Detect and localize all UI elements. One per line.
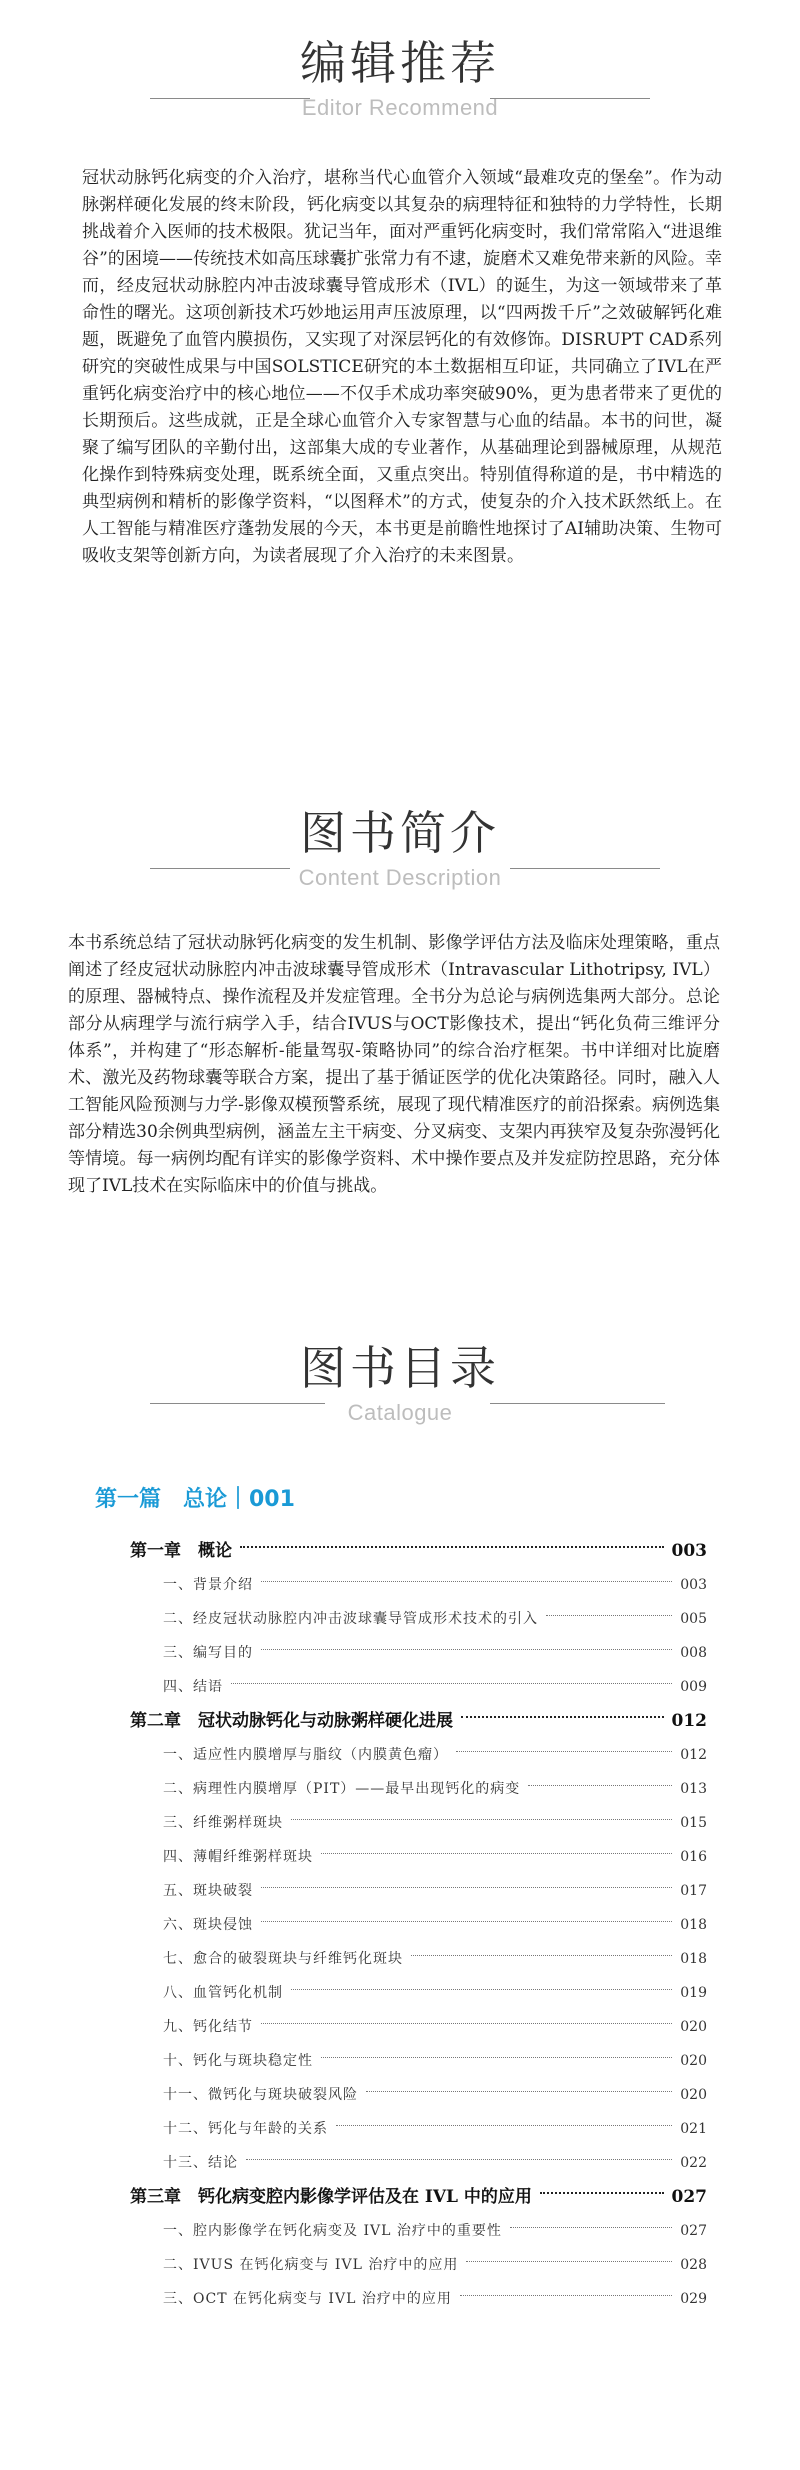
toc-leader-dots (231, 1683, 672, 1684)
toc-entry-title: 十、钙化与斑块稳定性 (163, 2053, 313, 2069)
toc-entry-title: 四、薄帽纤维粥样斑块 (163, 1849, 313, 1865)
toc-section-row[interactable] (95, 1772, 707, 1806)
toc-section-row[interactable] (95, 2112, 707, 2146)
toc-entry-title: 十三、结论 (163, 2155, 238, 2171)
table-of-contents (95, 1480, 707, 2316)
toc-section-row[interactable] (95, 1976, 707, 2010)
content-description-header (0, 805, 800, 895)
toc-chapter-row[interactable] (95, 1534, 707, 1568)
toc-entry-title: 六、斑块侵蚀 (163, 1917, 253, 1933)
toc-entry-title: 第三章 钙化病变腔内影像学评估及在 IVL 中的应用 (130, 2187, 532, 2207)
toc-entry-title: 二、IVUS 在钙化病变与 IVL 治疗中的应用 (163, 2257, 459, 2273)
toc-entry-title: 三、OCT 在钙化病变与 IVL 治疗中的应用 (163, 2291, 452, 2307)
editor-recommend-paragraph: 冠状动脉钙化病变的介入治疗，堪称当代心血管介入领域“最难攻克的堡垒”。作为动脉粥样硬化发展的终末阶段，钙化病变以其复杂的病理特征和独特的力学特性，长期挑战着介入医师的技术极限。犹记当年，面对严重钙化病变时，我们常常陷入“进退维谷”的困境——传统技术如高压球囊扩张常力有不逮，旋磨术又难免带来新的风险。幸而，经皮冠状动脉腔内冲击波球囊导管成形术（IVL）的诞生，为这一领域带来了革命性的曙光。这项创新技术巧妙地运用声压波原理，以“四两拨千斤”之效破解钙化难题，既避免了血管内膜损伤，又实现了对深层钙化的有效修饰。DISRUPT CAD系列研究的突破性成果与中国SOLSTICE研究的本土数据相互印证，共同确立了IVL在严重钙化病变治疗中的核心地位——不仅手术成功率突破90%，更为患者带来了更优的长期预后。这些成就，正是全球心血管介入专家智慧与心血的结晶。本书的问世，凝聚了编写团队的辛勤付出，这部集大成的专业著作，从基础理论到器械原理，从规范化操作到特殊病变处理，既系统全面，又重点突出。特别值得称道的是，书中精选的典型病例和精析的影像学资料，“以图释术”的方式，使复杂的介入技术跃然纸上。在人工智能与精准医疗蓬勃发展的今天，本书更是前瞻性地探讨了AI辅助决策、生物可吸收支架等创新方向，为读者展现了介入治疗的未来图景。 (82, 168, 722, 566)
toc-entry-title: 第一章 概论 (130, 1541, 232, 1561)
toc-page-number: 009 (680, 1679, 707, 1695)
toc-entry-title: 五、斑块破裂 (163, 1883, 253, 1899)
toc-leader-dots (366, 2091, 672, 2092)
toc-rows (95, 1534, 707, 2316)
toc-part-title[interactable]: 第一篇 总论｜001 (95, 1487, 295, 1512)
toc-entry-title: 三、纤维粥样斑块 (163, 1815, 283, 1831)
toc-leader-dots (261, 1887, 672, 1888)
toc-section-row[interactable] (95, 2010, 707, 2044)
toc-section-row[interactable] (95, 1874, 707, 1908)
toc-page-number: 016 (680, 1849, 707, 1865)
catalogue-subtitle: Catalogue (347, 1400, 453, 1425)
toc-section-row[interactable] (95, 1908, 707, 1942)
toc-entry-title: 七、愈合的破裂斑块与纤维钙化斑块 (163, 1951, 403, 1967)
catalogue-title: 图书目录 (300, 1341, 500, 1395)
toc-section-row[interactable] (95, 1602, 707, 1636)
toc-page-number: 021 (680, 2121, 707, 2137)
toc-leader-dots (246, 2159, 672, 2160)
toc-page-number: 020 (680, 2087, 707, 2103)
toc-entry-title: 一、适应性内膜增厚与脂纹（内膜黄色瘤） (163, 1747, 448, 1763)
toc-page-number: 017 (680, 1883, 707, 1899)
toc-page-number: 003 (680, 1577, 707, 1593)
toc-chapter-row[interactable] (95, 2180, 707, 2214)
toc-section-row[interactable] (95, 2146, 707, 2180)
toc-leader-dots (456, 1751, 672, 1752)
toc-leader-dots (321, 1853, 672, 1854)
toc-section-row[interactable] (95, 2248, 707, 2282)
toc-leader-dots (321, 2057, 672, 2058)
toc-page-number: 020 (680, 2053, 707, 2069)
toc-section-row[interactable] (95, 2282, 707, 2316)
toc-leader-dots (261, 2023, 672, 2024)
toc-leader-dots (528, 1785, 672, 1786)
toc-page-number: 013 (680, 1781, 707, 1797)
toc-leader-dots (461, 1716, 664, 1718)
toc-page-number: 027 (680, 2223, 707, 2239)
toc-page-number: 029 (680, 2291, 707, 2307)
toc-section-row[interactable] (95, 2044, 707, 2078)
toc-page-number: 018 (680, 1951, 707, 1967)
content-description-subtitle: Content Description (298, 865, 502, 890)
toc-leader-dots (336, 2125, 672, 2126)
toc-page-number: 012 (680, 1747, 707, 1763)
toc-entry-title: 三、编写目的 (163, 1645, 253, 1661)
toc-page-number: 022 (680, 2155, 707, 2171)
toc-entry-title: 一、背景介绍 (163, 1577, 253, 1593)
toc-leader-dots (291, 1989, 672, 1990)
toc-section-row[interactable] (95, 1670, 707, 1704)
toc-entry-title: 八、血管钙化机制 (163, 1985, 283, 2001)
toc-leader-dots (261, 1649, 672, 1650)
editor-recommend-title: 编辑推荐 (300, 36, 500, 90)
toc-leader-dots (546, 1615, 672, 1616)
toc-entry-title: 一、腔内影像学在钙化病变及 IVL 治疗中的重要性 (163, 2223, 502, 2239)
toc-leader-dots (411, 1955, 672, 1956)
toc-page-number: 015 (680, 1815, 707, 1831)
toc-section-row[interactable] (95, 1942, 707, 1976)
toc-leader-dots (261, 1581, 672, 1582)
toc-section-row[interactable] (95, 1840, 707, 1874)
toc-section-row[interactable] (95, 2214, 707, 2248)
toc-section-row[interactable] (95, 2078, 707, 2112)
toc-leader-dots (466, 2261, 672, 2262)
toc-entry-title: 四、结语 (163, 1679, 223, 1695)
toc-entry-title: 九、钙化结节 (163, 2019, 253, 2035)
toc-leader-dots (291, 1819, 672, 1820)
toc-section-row[interactable] (95, 1806, 707, 1840)
toc-entry-title: 二、经皮冠状动脉腔内冲击波球囊导管成形术技术的引入 (163, 1611, 538, 1627)
toc-entry-title: 二、病理性内膜增厚（PIT）——最早出现钙化的病变 (163, 1781, 521, 1797)
toc-page-number: 019 (680, 1985, 707, 2001)
toc-leader-dots (240, 1546, 664, 1548)
toc-leader-dots (460, 2295, 672, 2296)
toc-entry-title: 十一、微钙化与斑块破裂风险 (163, 2087, 358, 2103)
toc-leader-dots (261, 1921, 672, 1922)
toc-page-number: 008 (680, 1645, 707, 1661)
editor-recommend-header (0, 35, 800, 125)
editor-recommend-subtitle: Editor Recommend (301, 95, 499, 120)
toc-leader-dots (540, 2192, 664, 2194)
toc-page-number: 018 (680, 1917, 707, 1933)
toc-section-row[interactable] (95, 1738, 707, 1772)
toc-leader-dots (510, 2227, 672, 2228)
content-description-paragraph: 本书系统总结了冠状动脉钙化病变的发生机制、影像学评估方法及临床处理策略，重点阐述了经皮冠状动脉腔内冲击波球囊导管成形术（Intravascular Lithotripsy, IVL）的原理、器械特点、操作流程及并发症管理。全书分为总论与病例选集两大部分。总论部分从病理学与流行病学入手，结合IVUS与OCT影像技术，提出“钙化负荷三维评分体系”，并构建了“形态解析-能量驾驭-策略协同”的综合治疗框架。书中详细对比旋磨术、激光及药物球囊等联合方案，提出了基于循证医学的优化决策路径。同时，融入人工智能风险预测与力学-影像双模预警系统，展现了现代精准医疗的前沿探索。病例选集部分精选30余例典型病例，涵盖左主干病变、分叉病变、支架内再狭窄及复杂弥漫钙化等情境。每一病例均配有详实的影像学资料、术中操作要点及并发症防控思路，充分体现了IVL技术在实际临床中的价值与挑战。 (68, 933, 720, 1196)
toc-entry-title: 第二章 冠状动脉钙化与动脉粥样硬化进展 (130, 1711, 453, 1731)
toc-page-number: 005 (680, 1611, 707, 1627)
toc-page-number: 020 (680, 2019, 707, 2035)
toc-section-row[interactable] (95, 1636, 707, 1670)
toc-page-number: 028 (680, 2257, 707, 2273)
toc-page-number: 027 (671, 2187, 707, 2207)
toc-page-number: 012 (671, 1711, 707, 1731)
toc-section-row[interactable] (95, 1568, 707, 1602)
toc-page-number: 003 (671, 1541, 707, 1561)
content-description-title: 图书简介 (300, 806, 500, 860)
toc-entry-title: 十二、钙化与年龄的关系 (163, 2121, 328, 2137)
toc-chapter-row[interactable] (95, 1704, 707, 1738)
catalogue-header (0, 1340, 800, 1430)
